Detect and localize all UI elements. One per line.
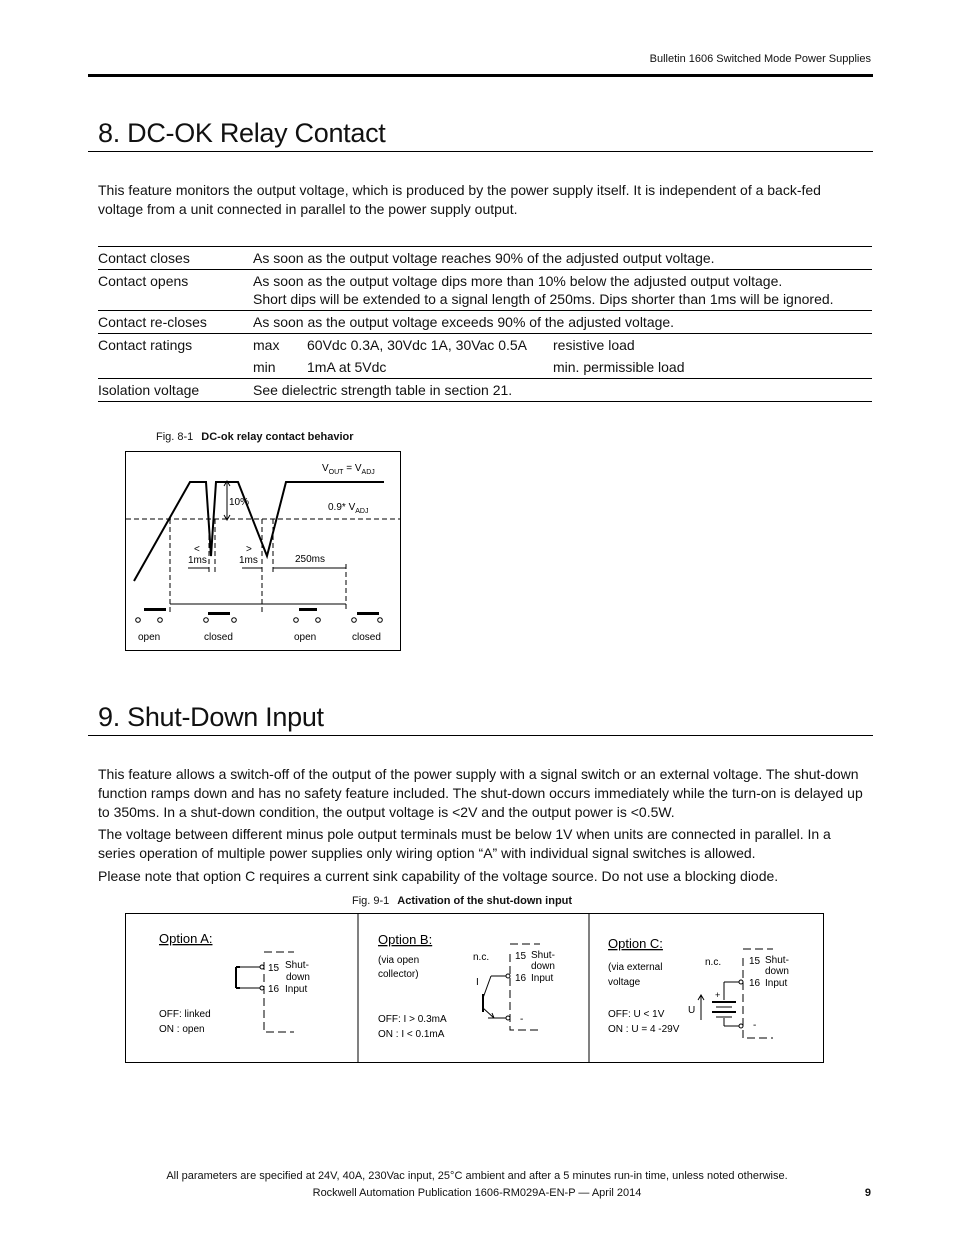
rating-max-note: resistive load: [553, 337, 635, 353]
table-row: [98, 270, 872, 311]
down-label: down: [531, 961, 555, 972]
spec-key: Contact re-closes: [98, 314, 207, 330]
spec-value-line-2: Short dips will be extended to a signal length of 250ms. Dips shorter than 1ms will be ignored.: [253, 291, 834, 307]
shut-label: Shut-: [285, 960, 309, 971]
spec-value: [253, 270, 872, 311]
state-label-open-2: open: [294, 632, 317, 643]
state-label-closed-2: closed: [352, 632, 381, 643]
table-row: [98, 334, 872, 379]
shutdown-options-diagram: [125, 913, 824, 1063]
rating-min-line: [253, 358, 872, 376]
spec-key: Contact opens: [98, 273, 189, 289]
spec-key: Isolation voltage: [98, 382, 200, 398]
shutdown-options-svg: [126, 914, 823, 1062]
section-9-paragraph-1: This feature allows a switch-off of the output of the power supply with a signal switch or an external voltage. The shut-down function ramps down and has no safety feature included. The shut-down occurs immediately while the turn-on is delayed up to 350ms. In a shut-down condition, the output voltage is <2V and the output power is <0.5W.: [98, 766, 863, 820]
spec-key: Contact ratings: [98, 337, 193, 353]
option-a-on: ON : open: [159, 1024, 205, 1035]
figure-label: Fig. 8-1: [156, 431, 194, 443]
rating-min-note: min. permissible load: [553, 359, 685, 375]
rating-min-label: min: [253, 359, 276, 375]
shut-label: Shut-: [765, 955, 789, 966]
rating-max-label: max: [253, 337, 280, 353]
spec-value-line-1: As soon as the output voltage dips more than 10% below the adjusted output voltage.: [253, 273, 783, 289]
footer-publication: Rockwell Automation Publication 1606-RM029A-EN-P — April 2014: [312, 1187, 642, 1199]
option-b-minus: -: [520, 1014, 524, 1025]
rating-max-line: [253, 336, 872, 354]
down-label: down: [765, 966, 789, 977]
option-a-off: OFF: linked: [159, 1009, 211, 1020]
option-c-sub-1: (via external: [608, 962, 663, 973]
option-b-sub-2: collector): [378, 969, 419, 980]
rating-max-value: 60Vdc 0.3A, 30Vdc 1A, 30Vac 0.5A: [307, 337, 528, 353]
figure-label: Fig. 9-1: [352, 895, 390, 907]
section-8-rule: [88, 151, 873, 152]
down-label: down: [286, 972, 310, 983]
section-9-paragraph-3: Please note that option C requires a current sink capability of the voltage source. Do not use a blocking diode.: [98, 868, 779, 884]
section-8-intro: This feature monitors the output voltage, which is produced by the power supply itself. It is independent of a back-fed voltage from a unit connected in parallel to the power supply output.: [98, 182, 821, 217]
pin-16: 16: [749, 978, 761, 989]
option-c-on: ON : U = 4 -29V: [608, 1024, 680, 1035]
option-b: [378, 932, 555, 1040]
t1-label: 1ms: [188, 555, 207, 566]
option-c-sub-2: voltage: [608, 977, 641, 988]
option-a-title: Option A:: [159, 931, 213, 946]
section-9-rule: [88, 735, 873, 736]
option-b-off: OFF: I > 0.3mA: [378, 1014, 447, 1025]
dip-percent-label: 10%: [229, 497, 250, 508]
option-b-on: ON : I < 0.1mA: [378, 1029, 445, 1040]
header-title: Bulletin 1606 Switched Mode Power Supplies: [649, 53, 871, 65]
pin-16: 16: [515, 973, 527, 984]
rating-min-value: 1mA at 5Vdc: [307, 359, 387, 375]
option-b-title: Option B:: [378, 932, 433, 947]
relay-contact-symbols: [136, 608, 383, 622]
table-row: [98, 379, 872, 402]
pin-15: 15: [749, 956, 761, 967]
gt-label: >: [246, 544, 252, 555]
option-c-title: Option C:: [608, 936, 663, 951]
pin-16: 16: [268, 984, 280, 995]
lt-label: <: [194, 544, 200, 555]
dc-ok-spec-table: [98, 246, 872, 402]
state-label-open-1: open: [138, 632, 161, 643]
section-8-heading: 8. DC-OK Relay Contact: [98, 118, 386, 148]
dc-ok-behavior-diagram: [125, 451, 401, 651]
state-label-closed-1: closed: [204, 632, 233, 643]
option-b-nc: n.c.: [473, 952, 490, 963]
pin-15: 15: [268, 963, 280, 974]
option-c-off: OFF: U < 1V: [608, 1009, 665, 1020]
voltage-label: U: [688, 1005, 696, 1016]
t3-label: 250ms: [295, 554, 326, 565]
spec-value: As soon as the output voltage exceeds 90% of the adjusted voltage.: [253, 314, 675, 330]
spec-value: As soon as the output voltage reaches 90% of the adjusted output voltage.: [253, 250, 715, 266]
spec-value: See dielectric strength table in section 21.: [253, 382, 513, 398]
option-c-nc: n.c.: [705, 957, 722, 968]
option-c-minus: -: [753, 1020, 757, 1031]
threshold-label: 0.9* $V_{ADJ}$: [328, 502, 369, 515]
option-c: [608, 936, 789, 1038]
page-number: 9: [864, 1187, 871, 1199]
header-rule: [88, 74, 873, 77]
vout-label: $V_{OUT} = V_{ADJ}$: [322, 463, 375, 476]
input-label: Input: [285, 984, 308, 995]
figure-9-1-caption: [352, 895, 572, 907]
spec-key: Contact closes: [98, 250, 190, 266]
input-label: Input: [531, 973, 554, 984]
figure-title: DC-ok relay contact behavior: [201, 431, 354, 443]
dc-ok-behavior-svg: [126, 452, 400, 650]
spec-value: [253, 334, 872, 379]
current-label: I: [476, 977, 479, 988]
footer-note: All parameters are specified at 24V, 40A, 230Vac input, 25°C ambient and after a 5 minutes run-in time, unless noted otherwise.: [166, 1170, 788, 1182]
t2-label: 1ms: [239, 555, 258, 566]
option-a: [159, 931, 310, 1035]
table-row: [98, 311, 872, 334]
pin-15: 15: [515, 951, 527, 962]
figure-8-1-caption: [156, 431, 354, 443]
figure-title: Activation of the shut-down input: [397, 895, 573, 907]
input-label: Input: [765, 978, 788, 989]
section-9-heading: 9. Shut-Down Input: [98, 702, 324, 732]
section-9-paragraph-2: The voltage between different minus pole output terminals must be below 1V when units are connected in parallel. In a series operation of multiple power supplies only wiring option “A” with individual signal switches is allowed.: [98, 826, 831, 861]
option-c-plus: +: [715, 990, 721, 1000]
table-row: [98, 247, 872, 270]
shut-label: Shut-: [531, 950, 555, 961]
option-b-sub-1: (via open: [378, 955, 420, 966]
